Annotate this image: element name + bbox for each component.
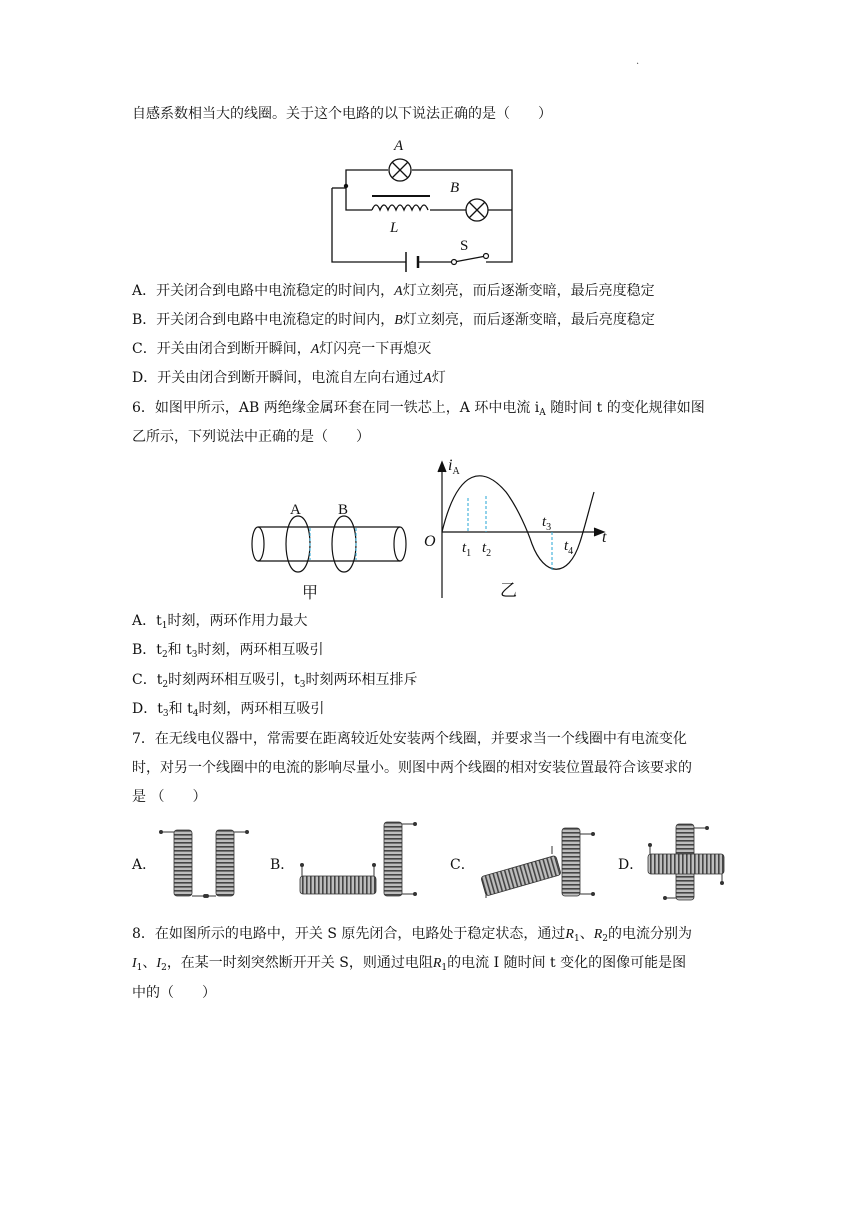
- q7-option-c-coils: [474, 824, 604, 904]
- q7-stem-line-2: 时，对另一个线圈中的电流的影响尽量小。则图中两个线圈的相对安装位置最符合该要求的: [132, 760, 692, 776]
- q5-option-b: B．开关闭合到电路中电流稳定的时间内，B灯立刻亮，而后逐渐变暗，最后亮度稳定: [132, 312, 655, 328]
- q7-option-d-letter: D．: [618, 857, 644, 873]
- origin-label: O: [424, 533, 436, 550]
- coil-label: L: [390, 220, 399, 236]
- q6-stem-line-2: 乙所示，下列说法中正确的是（ ）: [132, 429, 370, 445]
- q5-option-d: D．开关由闭合到断开瞬间，电流自左向右通过A灯: [132, 370, 446, 386]
- q6-option-d: D．$t_3$和 $t_4$时刻，两环相互吸引: [132, 701, 325, 719]
- q7-option-a-coils: [158, 822, 250, 904]
- lamp-b-label: B: [450, 180, 460, 196]
- caption-jia: 甲: [302, 585, 319, 602]
- ring-a-label: A: [290, 502, 301, 518]
- t2-label: $t_2$: [482, 540, 492, 559]
- caption-yi: 乙: [500, 581, 517, 600]
- q5-circuit-figure: [326, 134, 526, 272]
- q7-stem-line-3: 是 （ ）: [132, 789, 207, 805]
- q5-option-a: A．开关闭合到电路中电流稳定的时间内，A灯立刻亮，而后逐渐变暗，最后亮度稳定: [132, 283, 655, 299]
- q8-stem-line-1: 8．在如图所示的电路中，开关 S 原先闭合，电路处于稳定状态，通过$R_1$、$R_2$的电流分别为: [132, 926, 692, 944]
- y-axis-label: $i_A$: [448, 457, 460, 477]
- q7-option-a-letter: A．: [132, 857, 157, 873]
- q6-option-a: A．$t_1$时刻，两环作用力最大: [132, 613, 308, 631]
- q6-figure-jia: [244, 494, 416, 604]
- q8-stem-line-2: $I_1$、$I_2$，在某一时刻突然断开开关 S，则通过电阻$R_1$的电流 I 随时间 t 变化的图像可能是图: [132, 955, 687, 973]
- q7-stem-line-1: 7．在无线电仪器中，常需要在距离较近处安装两个线圈，并要求当一个线圈中有电流变化: [132, 731, 687, 747]
- q5-stem: 自感系数相当大的线圈。关于这个电路的以下说法正确的是（ ）: [132, 106, 552, 122]
- q8-stem-line-3: 中的（ ）: [132, 985, 216, 1001]
- q7-option-c-letter: C．: [450, 857, 475, 873]
- q7-option-b-coils: [294, 818, 424, 904]
- corner-mark: .: [636, 56, 640, 67]
- q7-option-d-coils: [642, 820, 732, 906]
- t1-label: $t_1$: [462, 540, 472, 559]
- q6-option-c: C．$t_2$时刻两环相互吸引，$t_3$时刻两环相互排斥: [132, 672, 418, 690]
- x-axis-label: t: [602, 529, 607, 546]
- t4-label: $t_4$: [564, 538, 574, 557]
- ring-b-label: B: [338, 502, 349, 518]
- lamp-a-label: A: [394, 138, 404, 154]
- q7-option-b-letter: B．: [270, 857, 295, 873]
- q6-stem-line-1: 6．如图甲所示，AB 两绝缘金属环套在同一铁芯上，A 环中电流 $i_A$ 随时间 t 的变化规律如图: [132, 400, 705, 418]
- t3-label: $t_3$: [542, 514, 552, 533]
- q6-figure-yi: [418, 452, 618, 602]
- q6-option-b: B．$t_2$和 $t_3$时刻，两环相互吸引: [132, 642, 324, 660]
- q5-option-c: C．开关由闭合到断开瞬间，A灯闪亮一下再熄灭: [132, 341, 432, 357]
- switch-label: S: [460, 238, 469, 254]
